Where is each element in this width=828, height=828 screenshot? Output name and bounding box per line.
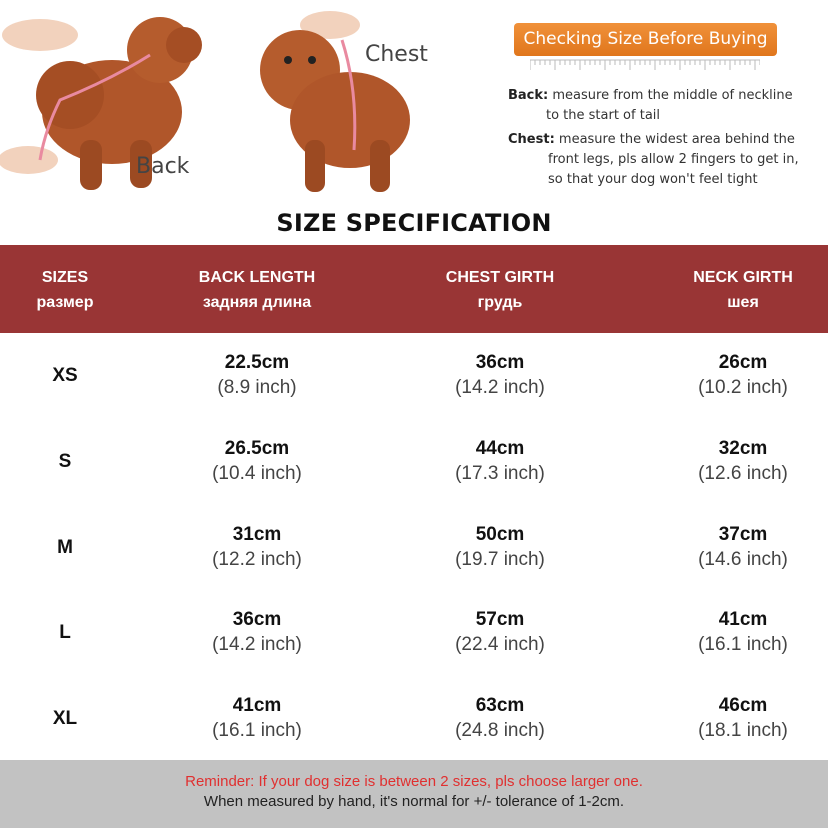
size-label: XL xyxy=(52,708,78,729)
neck-girth-cell xyxy=(643,351,828,401)
back-length-cell xyxy=(157,608,357,658)
neck-girth-cell xyxy=(643,694,828,744)
neck-girth-cell xyxy=(643,523,828,573)
header-back-length-en: BACK LENGTH xyxy=(198,269,316,286)
chest-girth-cm: 50cm xyxy=(475,524,525,545)
back-length-cell xyxy=(157,523,357,573)
header-sizes-en: SIZES xyxy=(41,269,89,286)
chest-girth-cm: 57cm xyxy=(475,609,525,630)
table-row xyxy=(0,678,828,764)
back-length-inch: (14.2 inch) xyxy=(212,634,302,655)
chest-note-text-2: front legs, pls allow 2 fingers to get in, xyxy=(548,152,799,167)
neck-girth-inch: (12.6 inch) xyxy=(698,463,788,484)
header-chest-girth-ru: грудь xyxy=(477,294,523,311)
header-chest-girth xyxy=(400,265,600,315)
chest-girth-inch: (17.3 inch) xyxy=(455,463,545,484)
chest-label: Chest xyxy=(365,42,428,67)
dog-back-measure-photo xyxy=(0,0,230,205)
chest-girth-cm: 63cm xyxy=(475,695,525,716)
chest-girth-cell xyxy=(400,523,600,573)
back-note xyxy=(508,86,793,126)
chest-girth-cm: 36cm xyxy=(475,352,525,373)
header-neck-girth xyxy=(643,265,828,315)
neck-girth-cell xyxy=(643,437,828,487)
chest-girth-inch: (19.7 inch) xyxy=(455,549,545,570)
size-label: L xyxy=(59,622,71,643)
back-label: Back xyxy=(136,154,190,179)
neck-girth-cm: 26cm xyxy=(718,352,768,373)
chest-girth-inch: (22.4 inch) xyxy=(455,634,545,655)
header-back-length xyxy=(157,265,357,315)
back-length-cm: 31cm xyxy=(232,524,282,545)
ruler-icon xyxy=(530,58,760,72)
neck-girth-cm: 37cm xyxy=(718,524,768,545)
reminder-text: Reminder: If your dog size is between 2 sizes, pls choose larger one. xyxy=(185,773,643,790)
neck-girth-inch: (10.2 inch) xyxy=(698,377,788,398)
chest-girth-inch: (14.2 inch) xyxy=(455,377,545,398)
back-length-inch: (16.1 inch) xyxy=(212,720,302,741)
chest-note-text-3: so that your dog won't feel tight xyxy=(548,172,758,187)
table-row xyxy=(0,507,828,593)
neck-girth-inch: (14.6 inch) xyxy=(698,549,788,570)
back-length-cm: 36cm xyxy=(232,609,282,630)
table-row xyxy=(0,335,828,421)
chest-girth-inch: (24.8 inch) xyxy=(455,720,545,741)
checking-size-banner: Checking Size Before Buying xyxy=(514,23,777,56)
header-sizes-ru: размер xyxy=(36,294,94,311)
back-length-inch: (10.4 inch) xyxy=(212,463,302,484)
back-length-inch: (8.9 inch) xyxy=(217,377,297,398)
back-length-cm: 26.5cm xyxy=(224,438,290,459)
chest-note-key: Chest: xyxy=(508,132,555,147)
measurement-illustration xyxy=(0,0,828,210)
chest-girth-cell xyxy=(400,694,600,744)
back-length-inch: (12.2 inch) xyxy=(212,549,302,570)
size-label: S xyxy=(58,451,72,472)
tolerance-text: When measured by hand, it's normal for +/- tolerance of 1-2cm. xyxy=(203,793,625,810)
back-length-cell xyxy=(157,437,357,487)
chest-girth-cell xyxy=(400,437,600,487)
header-sizes xyxy=(5,265,125,315)
size-label: M xyxy=(57,537,73,558)
neck-girth-cm: 41cm xyxy=(718,609,768,630)
back-note-text-2: to the start of tail xyxy=(546,108,661,123)
footer-reminder xyxy=(0,760,828,828)
table-row xyxy=(0,592,828,678)
chest-note-text-1: measure the widest area behind the xyxy=(558,132,795,147)
header-chest-girth-en: CHEST GIRTH xyxy=(445,269,555,286)
table-header xyxy=(0,245,828,333)
table-row xyxy=(0,421,828,507)
chest-girth-cm: 44cm xyxy=(475,438,525,459)
neck-girth-inch: (18.1 inch) xyxy=(698,720,788,741)
back-length-cell xyxy=(157,694,357,744)
chest-girth-cell xyxy=(400,608,600,658)
back-length-cell xyxy=(157,351,357,401)
back-length-cm: 22.5cm xyxy=(224,352,290,373)
dog-chest-measure-photo xyxy=(250,0,460,205)
size-label: XS xyxy=(52,365,78,386)
neck-girth-inch: (16.1 inch) xyxy=(698,634,788,655)
header-neck-girth-en: NECK GIRTH xyxy=(693,269,793,286)
chest-note xyxy=(508,130,799,190)
back-note-text-1: measure from the middle of neckline xyxy=(552,88,793,103)
size-specification-title: SIZE SPECIFICATION xyxy=(276,209,552,237)
neck-girth-cell xyxy=(643,608,828,658)
neck-girth-cm: 46cm xyxy=(718,695,768,716)
chest-girth-cell xyxy=(400,351,600,401)
back-note-key: Back: xyxy=(508,88,549,103)
header-neck-girth-ru: шея xyxy=(727,294,759,311)
neck-girth-cm: 32cm xyxy=(718,438,768,459)
back-length-cm: 41cm xyxy=(232,695,282,716)
header-back-length-ru: задняя длина xyxy=(202,294,312,311)
